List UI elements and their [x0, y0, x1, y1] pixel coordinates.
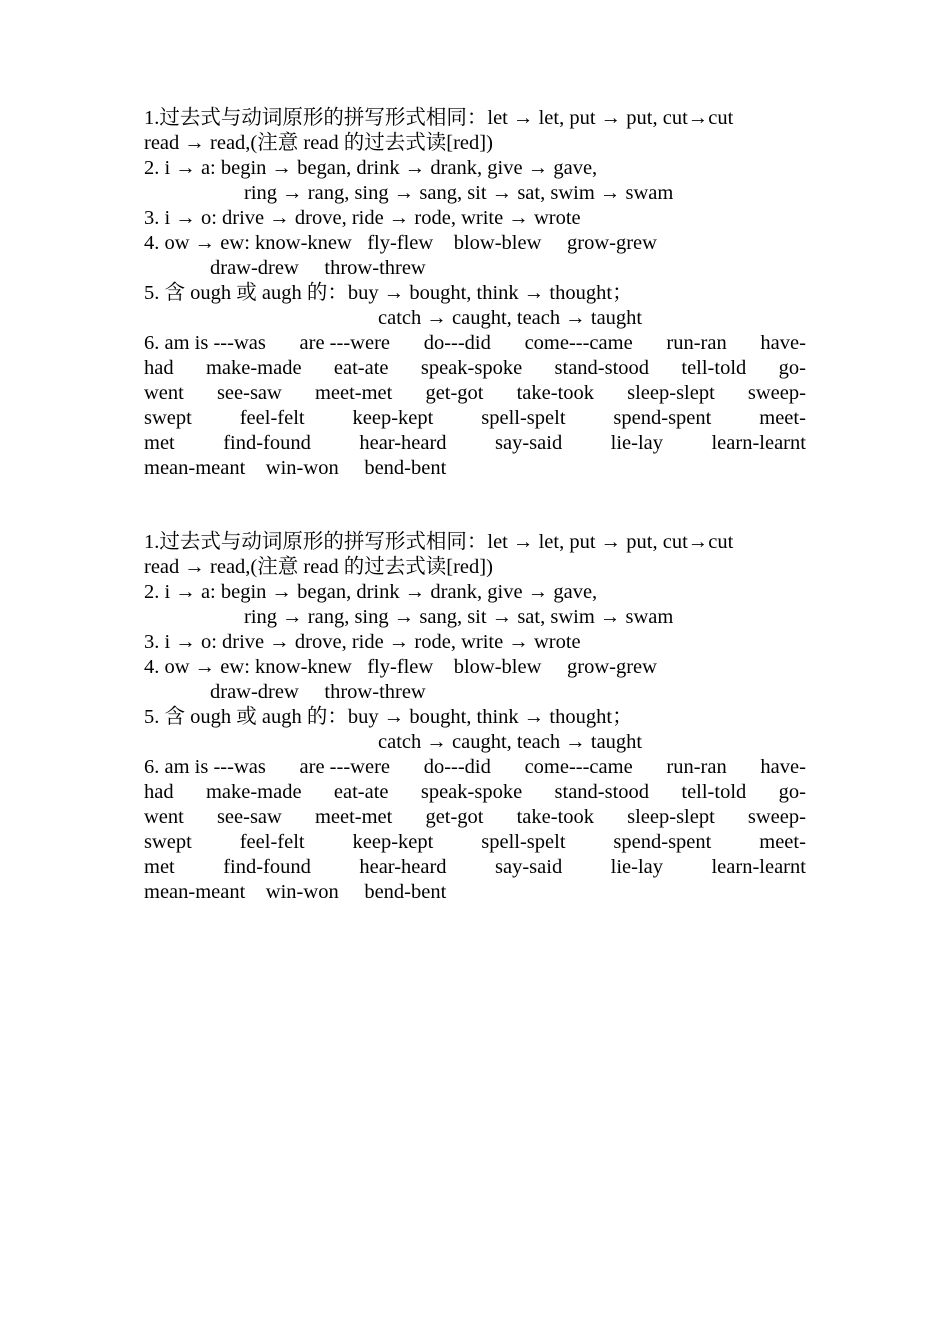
verb-pair: hear-heard — [359, 432, 447, 454]
irregular-verbs-line — [144, 356, 806, 381]
verb-pair: hear-heard — [359, 856, 447, 878]
rule-3-line: 3. i → o: drive → drove, ride → rode, write → wrote — [144, 207, 581, 229]
verb-pair: spell-spelt — [481, 831, 566, 853]
verb-pair: 6. am is ---was — [144, 756, 266, 778]
verb-pair: keep-kept — [352, 407, 434, 429]
verb-pair: have- — [760, 756, 806, 778]
verb-pair: met — [144, 432, 175, 454]
rule-6-line — [144, 331, 806, 356]
verb-pair: spend-spent — [613, 407, 712, 429]
verb-pair: tell-told — [681, 781, 747, 803]
verb-pair: learn-learnt — [711, 432, 806, 454]
verb-pair: meet- — [759, 831, 806, 853]
rule-4-continuation: draw-drew throw-threw — [210, 681, 426, 703]
verb-pair: went — [144, 806, 184, 828]
verb-pair: meet-met — [314, 806, 393, 828]
verb-pair: see-saw — [216, 382, 282, 404]
verb-pair: make-made — [205, 781, 302, 803]
verb-pair: go- — [778, 781, 806, 803]
verb-pair: swept — [144, 831, 192, 853]
irregular-verbs-line — [144, 431, 806, 456]
verb-pair: stand-stood — [554, 781, 650, 803]
verb-pair: do---did — [423, 332, 491, 354]
irregular-verbs-line — [144, 406, 806, 431]
verb-pair: eat-ate — [333, 781, 389, 803]
rule-5-continuation: catch → caught, teach → taught — [378, 731, 643, 753]
verb-pair: 6. am is ---was — [144, 332, 266, 354]
verb-pair: are ---were — [299, 756, 390, 778]
verb-pair: meet-met — [314, 382, 393, 404]
rule-1-note-line: read → read,(注意 read 的过去式读[red]) — [144, 556, 493, 578]
rule-5-line: 5. 含 ough 或 augh 的：buy → bought, think → thought； — [144, 282, 633, 304]
verb-pair: feel-felt — [239, 407, 305, 429]
verb-pair: eat-ate — [333, 357, 389, 379]
verb-pair: went — [144, 382, 184, 404]
verb-pair: take-took — [516, 382, 595, 404]
verb-pair: tell-told — [681, 357, 747, 379]
verb-pair: come---came — [524, 756, 633, 778]
irregular-verbs-line — [144, 780, 806, 805]
verb-pair: are ---were — [299, 332, 390, 354]
irregular-verbs-last-line: mean-meant win-won bend-bent — [144, 457, 447, 479]
verb-pair: take-took — [516, 806, 595, 828]
rule-1-note-line: read → read,(注意 read 的过去式读[red]) — [144, 132, 493, 154]
rule-4-line: 4. ow → ew: know-knew fly-flew blow-blew grow-grew — [144, 232, 657, 254]
verb-pair: sweep- — [747, 382, 806, 404]
verb-pair: feel-felt — [239, 831, 305, 853]
verb-pair: find-found — [223, 432, 311, 454]
verb-pair: had — [144, 781, 174, 803]
verb-pair: had — [144, 357, 174, 379]
verb-pair: lie-lay — [610, 432, 664, 454]
rule-6-line — [144, 755, 806, 780]
verb-pair: make-made — [205, 357, 302, 379]
rule-2-line: 2. i → a: begin → began, drink → drank, give → gave, — [144, 581, 598, 603]
rule-4-line: 4. ow → ew: know-knew fly-flew blow-blew grow-grew — [144, 656, 657, 678]
verb-pair: learn-learnt — [711, 856, 806, 878]
verb-pair: swept — [144, 407, 192, 429]
verb-pair: stand-stood — [554, 357, 650, 379]
verb-pair: met — [144, 856, 175, 878]
verb-pair: speak-spoke — [420, 781, 523, 803]
verb-pair: go- — [778, 357, 806, 379]
verb-pair: keep-kept — [352, 831, 434, 853]
verb-pair: speak-spoke — [420, 357, 523, 379]
verb-pair: sleep-slept — [627, 382, 715, 404]
verb-pair: spend-spent — [613, 831, 712, 853]
rule-2-continuation: ring → rang, sing → sang, sit → sat, swim → swam — [244, 606, 674, 628]
verb-pair: get-got — [425, 806, 484, 828]
verb-pair: say-said — [495, 432, 563, 454]
verb-pair: get-got — [425, 382, 484, 404]
irregular-verbs-last-line: mean-meant win-won bend-bent — [144, 881, 447, 903]
verb-pair: sweep- — [747, 806, 806, 828]
verb-pair: run-ran — [666, 756, 727, 778]
rule-1-line: 1.过去式与动词原形的拼写形式相同：let → let, put → put, cut→cut — [144, 107, 734, 129]
verb-pair: meet- — [759, 407, 806, 429]
rule-3-line: 3. i → o: drive → drove, ride → rode, write → wrote — [144, 631, 581, 653]
rule-2-line: 2. i → a: begin → began, drink → drank, give → gave, — [144, 157, 598, 179]
verb-pair: sleep-slept — [627, 806, 715, 828]
irregular-verbs-line — [144, 830, 806, 855]
irregular-verbs-line — [144, 381, 806, 406]
rule-4-continuation: draw-drew throw-threw — [210, 257, 426, 279]
rule-5-line: 5. 含 ough 或 augh 的：buy → bought, think → thought； — [144, 706, 633, 728]
irregular-verbs-line — [144, 805, 806, 830]
verb-pair: see-saw — [216, 806, 282, 828]
verb-pair: have- — [760, 332, 806, 354]
rule-1-line: 1.过去式与动词原形的拼写形式相同：let → let, put → put, cut→cut — [144, 531, 734, 553]
verb-pair: find-found — [223, 856, 311, 878]
verb-pair: lie-lay — [610, 856, 664, 878]
verb-pair: spell-spelt — [481, 407, 566, 429]
verb-pair: do---did — [423, 756, 491, 778]
irregular-verbs-line — [144, 855, 806, 880]
verb-pair: run-ran — [666, 332, 727, 354]
rule-2-continuation: ring → rang, sing → sang, sit → sat, swim → swam — [244, 182, 674, 204]
verb-pair: come---came — [524, 332, 633, 354]
rule-5-continuation: catch → caught, teach → taught — [378, 307, 643, 329]
verb-pair: say-said — [495, 856, 563, 878]
